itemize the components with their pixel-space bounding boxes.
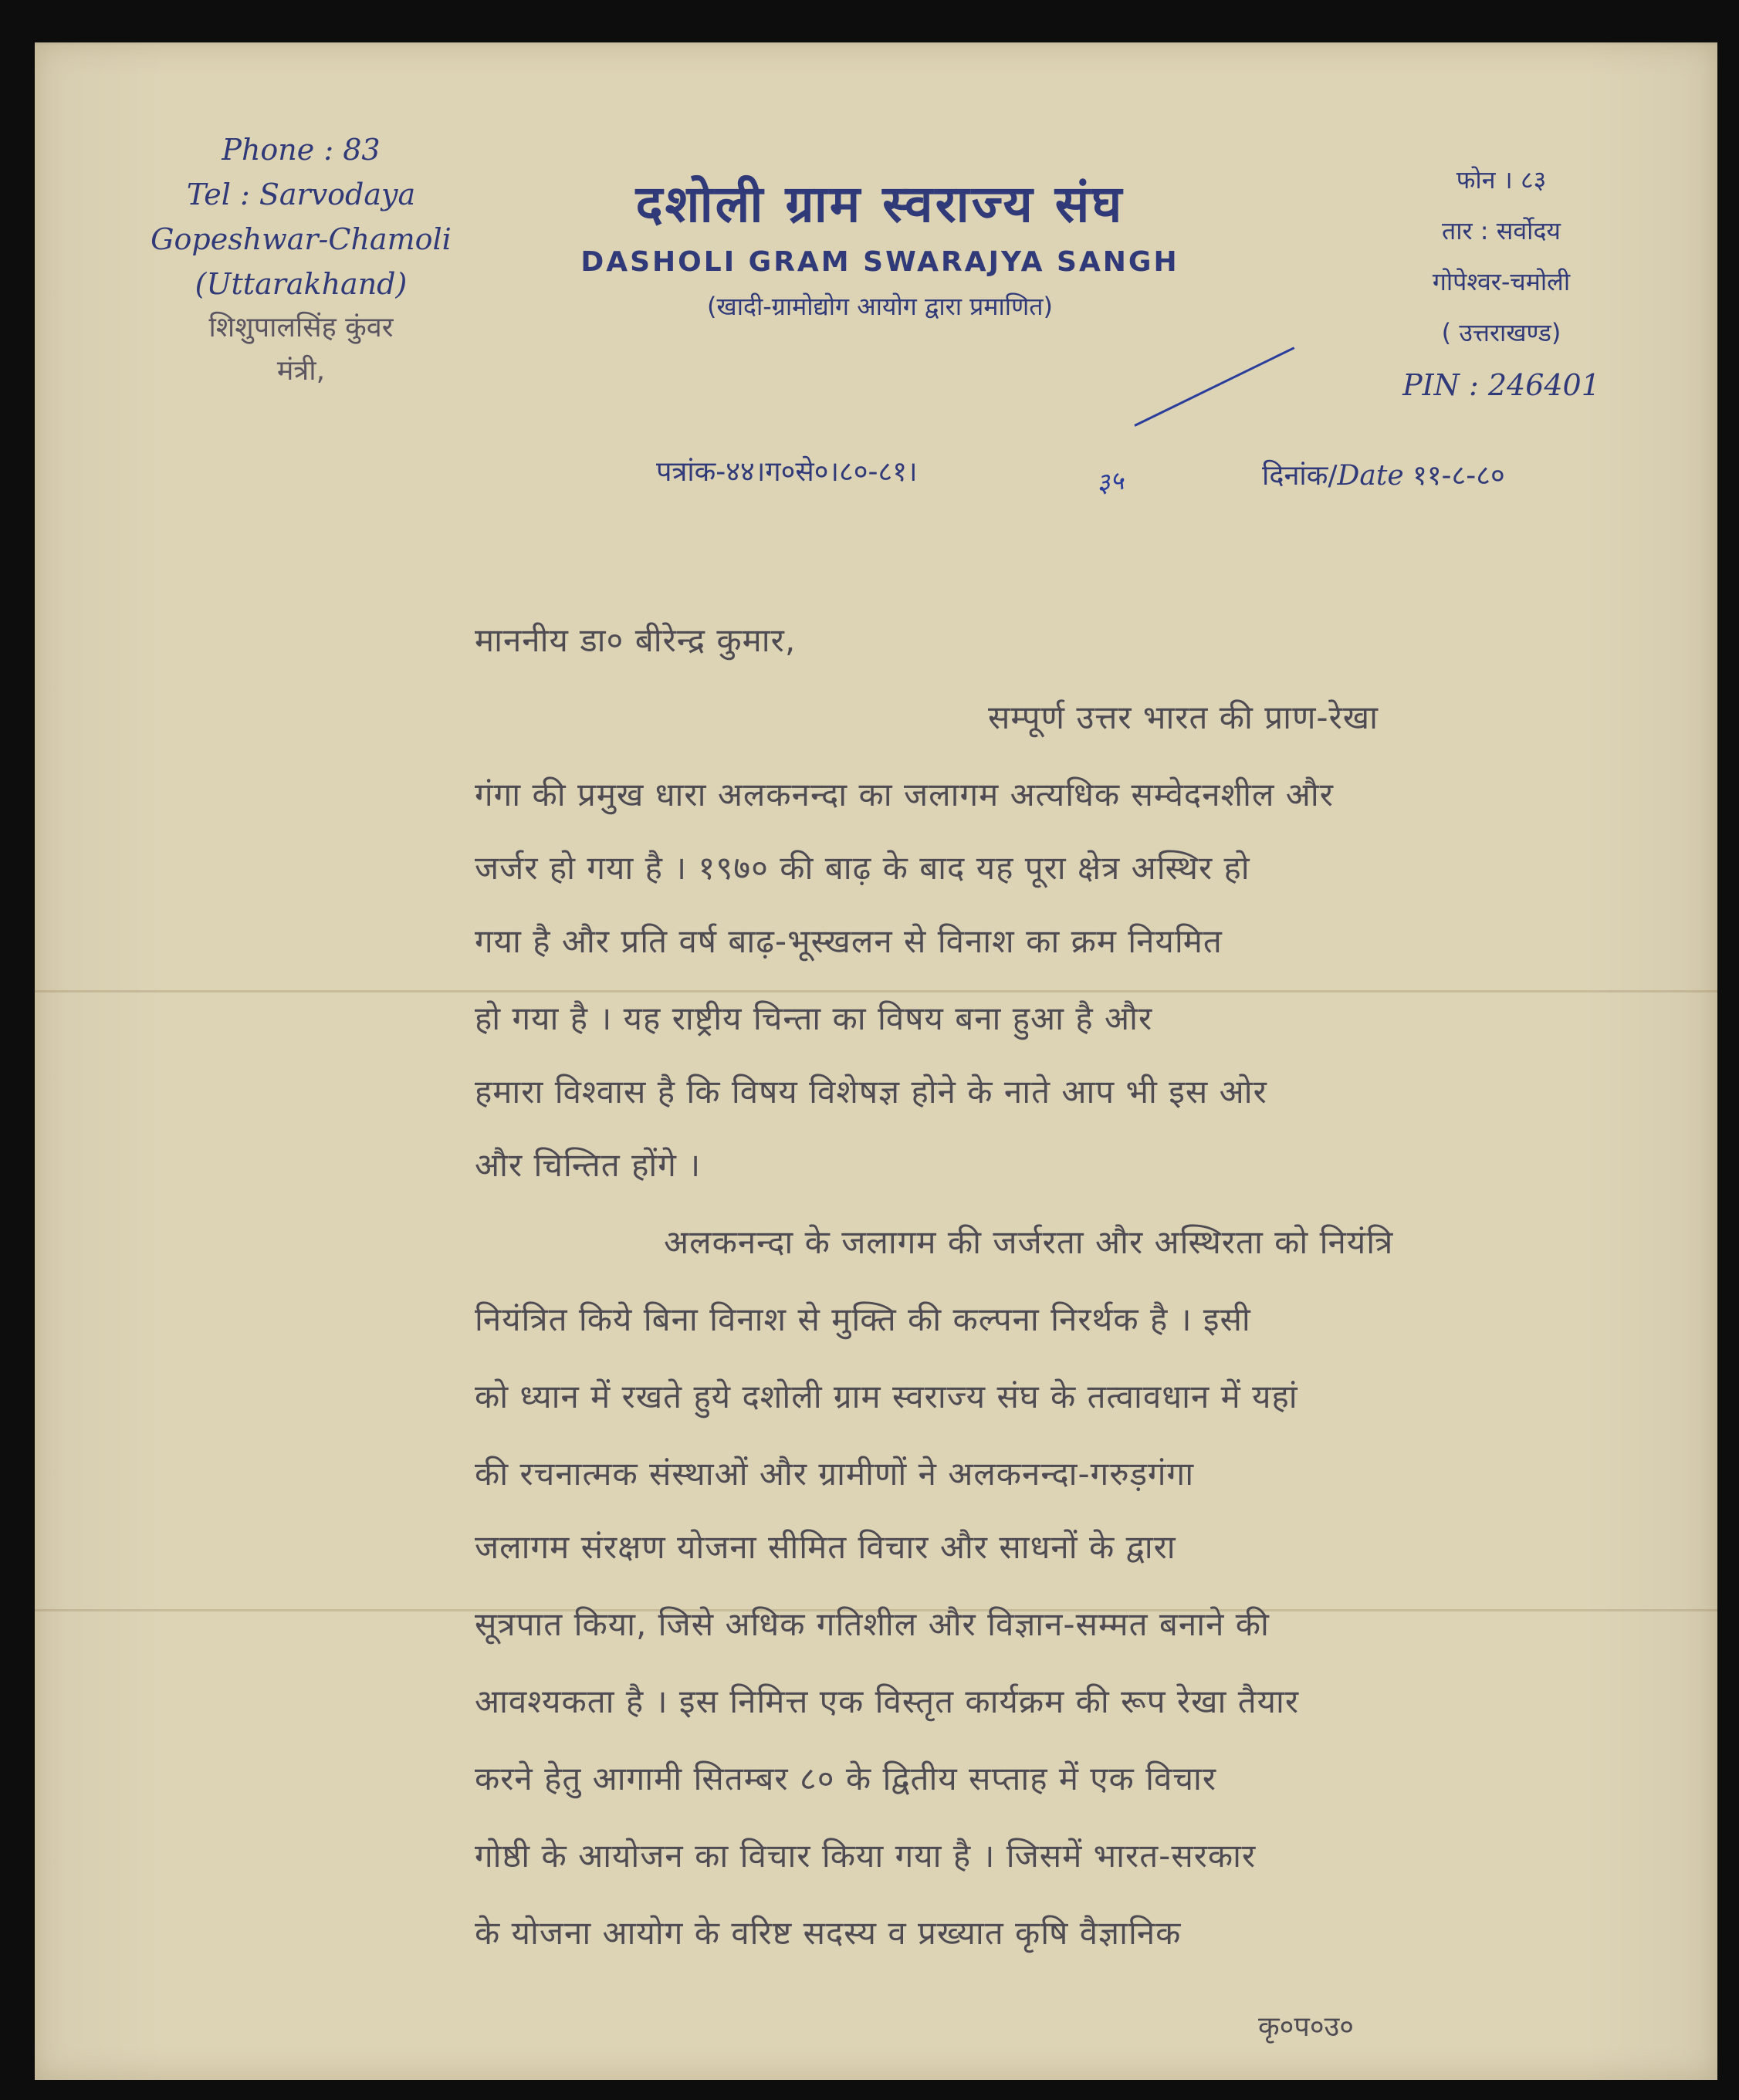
body-line: सूत्रपात किया, जिसे अधिक गतिशील और विज्ञान-सम्मत बनाने की (475, 1605, 1270, 1643)
body-line: जलागम संरक्षण योजना सीमित विचार और साधनों के द्वारा (475, 1528, 1176, 1566)
body-line: गोष्ठी के आयोजन का विचार किया गया है । जिसमें भारत-सरकार (475, 1837, 1257, 1875)
date-label-hindi: दिनांक/ (1262, 460, 1338, 492)
tel-text: Tel : Sarvodaya (186, 178, 416, 211)
body-line: जर्जर हो गया है । १९७० की बाढ़ के बाद यह पूरा क्षेत्र अस्थिर हो (475, 849, 1250, 887)
body-line: हमारा विश्वास है कि विषय विशेषज्ञ होने के नाते आप भी इस ओर (475, 1073, 1267, 1111)
body-line: हो गया है । यह राष्ट्रीय चिन्ता का विषय बना हुआ है और (475, 999, 1153, 1037)
body-line: गंगा की प्रमुख धारा अलकनन्दा का जलागम अत्यधिक सम्वेदनशील और (475, 776, 1334, 813)
phone-text: Phone : 83 (222, 133, 381, 167)
body-line: करने हेतु आगामी सितम्बर ८० के द्वितीय सप्ताह में एक विचार (475, 1760, 1217, 1797)
certification-text: (खादी-ग्रामोद्योग आयोग द्वारा प्रमाणित) (707, 292, 1053, 321)
pin-code: PIN : 246401 (1402, 368, 1600, 402)
phone-hindi-text: फोन । ८३ (1456, 165, 1547, 194)
organization-title-hindi: दशोली ग्राम स्वराज्य संघ (635, 174, 1125, 234)
region-text: (Uttarakhand) (195, 267, 408, 301)
body-line: और चिन्तित होंगे । (475, 1146, 702, 1184)
body-line: के योजना आयोग के वरिष्ट सदस्य व प्रख्यात कृषि वैज्ञानिक (475, 1914, 1182, 1952)
organization-title-english: DASHOLI GRAM SWARAJYA SANGH (580, 246, 1179, 278)
signatory-title: मंत्री, (276, 355, 326, 387)
region-hindi-text: ( उत्तराखण्ड) (1441, 318, 1561, 347)
date-label-english: Date (1337, 460, 1404, 492)
place-hindi-text: गोपेश्वर-चमोली (1432, 267, 1571, 296)
signatory-name: शिशुपालसिंह कुंवर (208, 312, 394, 343)
salutation: माननीय डा० बीरेन्द्र कुमार, (475, 621, 797, 659)
handwritten-number: ३५ (1094, 465, 1126, 500)
reference-number: पत्रांक-४४।ग०से०।८०-८१। (656, 456, 918, 488)
body-line: आवश्यकता है । इस निमित्त एक विस्तृत कार्यक्रम की रूप रेखा तैयार (475, 1682, 1300, 1720)
letterhead-left-block (108, 127, 494, 393)
continued-overleaf-note: कृ०प०उ० (1258, 2011, 1354, 2043)
date-value: ११-८-८० (1413, 460, 1505, 492)
tel-hindi-text: तार : सर्वोदय (1441, 216, 1561, 245)
letterhead-title-block (494, 170, 1266, 326)
body-line: नियंत्रित किये बिना विनाश से मुक्ति की कल्पना निरर्थक है । इसी (475, 1300, 1251, 1338)
letterhead-right-block (1320, 154, 1683, 412)
body-line: गया है और प्रति वर्ष बाढ़-भूस्खलन से विनाश का क्रम नियमित (475, 922, 1223, 960)
body-line: को ध्यान में रखते हुये दशोली ग्राम स्वराज्य संघ के तत्वावधान में यहां (475, 1378, 1298, 1415)
body-line: अलकनन्दा के जलागम की जर्जरता और अस्थिरता को नियंत्रि (664, 1223, 1394, 1261)
fold-line (35, 990, 1717, 993)
place-text: Gopeshwar-Chamoli (151, 222, 452, 256)
body-line: की रचनात्मक संस्थाओं और ग्रामीणों ने अलकनन्दा-गरुड़गंगा (475, 1455, 1195, 1493)
date-line (1262, 455, 1505, 493)
body-line: सम्पूर्ण उत्तर भारत की प्राण-रेखा (988, 698, 1379, 736)
